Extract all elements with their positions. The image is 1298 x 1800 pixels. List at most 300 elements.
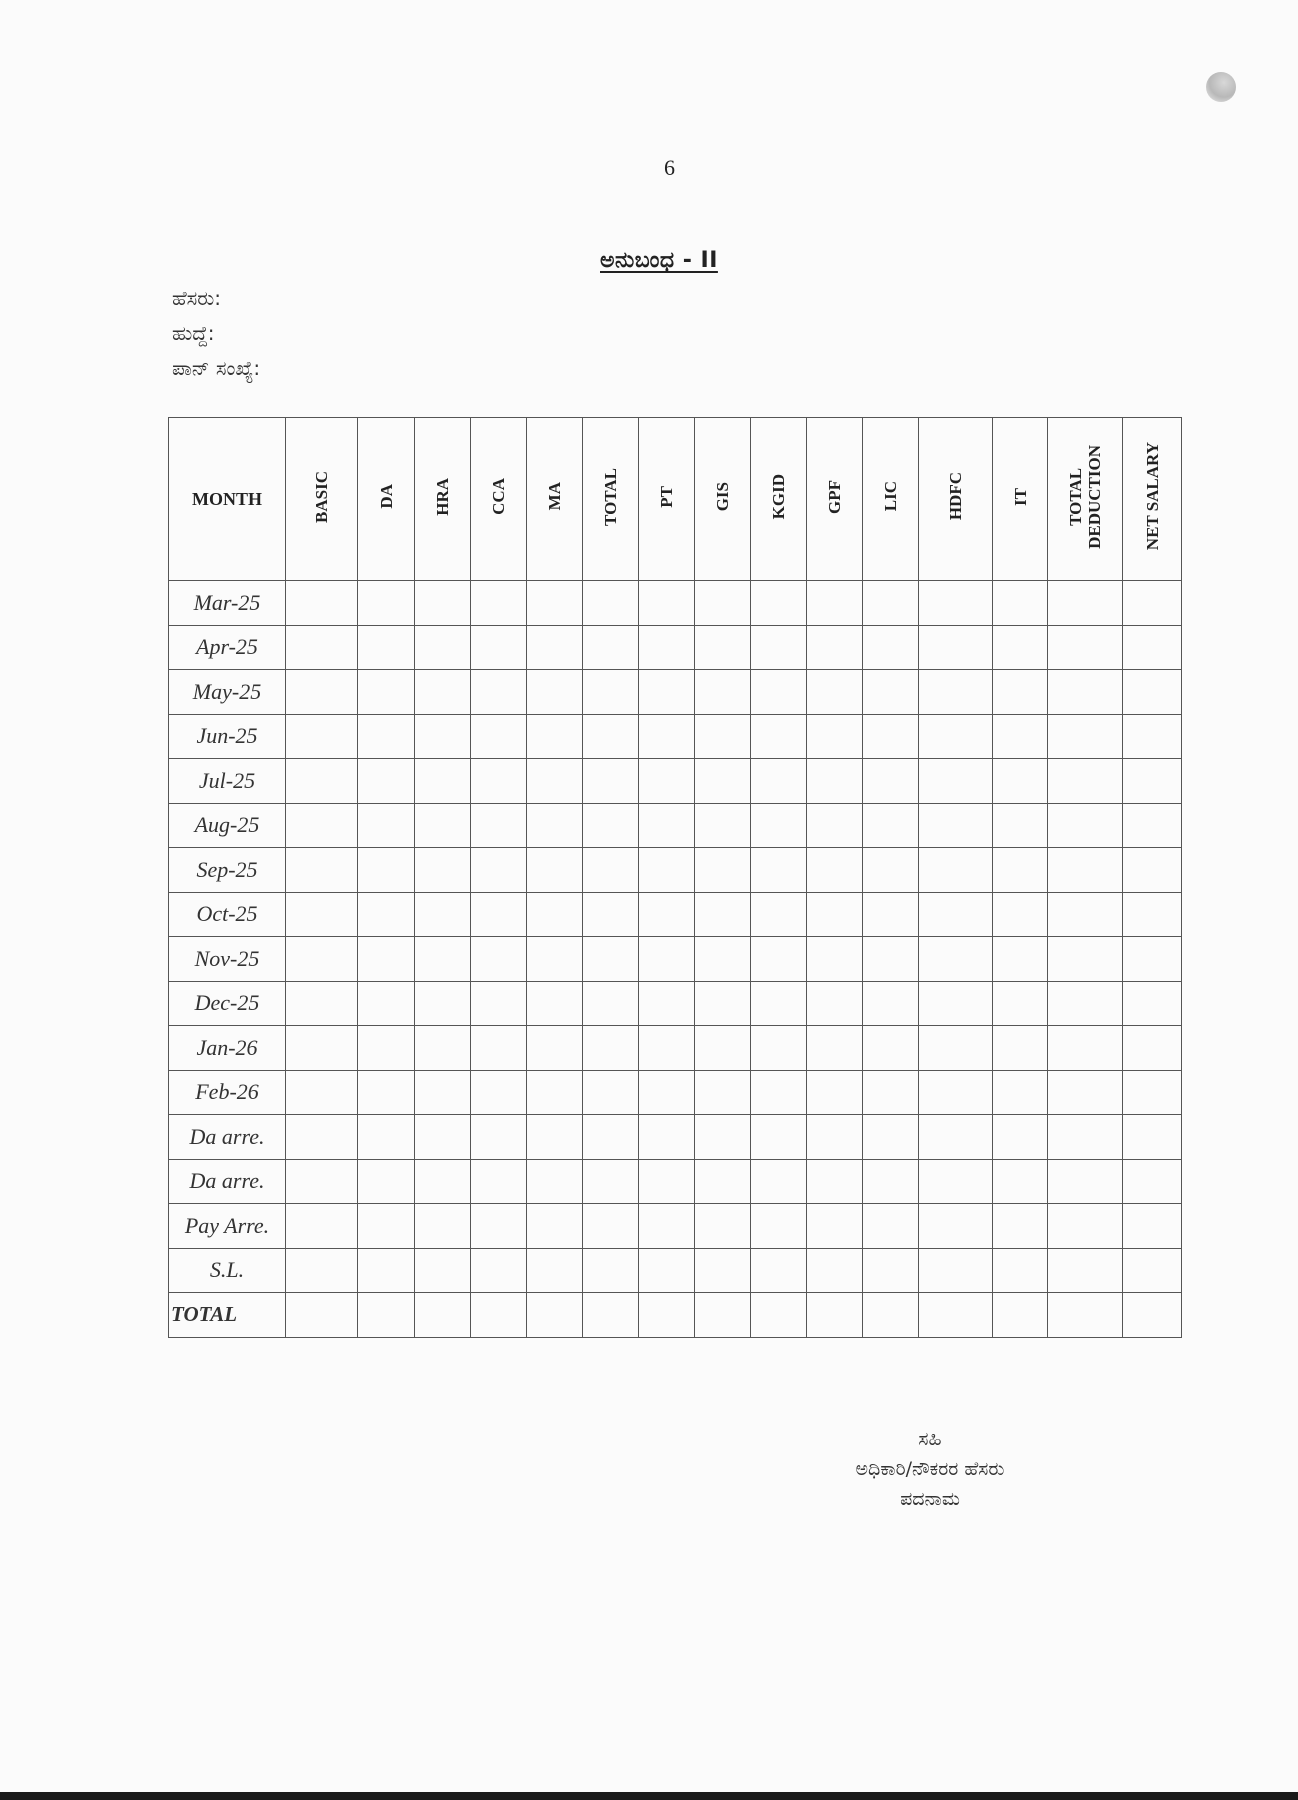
empty-entry-cell[interactable] bbox=[993, 848, 1048, 893]
empty-entry-cell[interactable] bbox=[471, 803, 527, 848]
table-row bbox=[169, 670, 1182, 715]
empty-entry-cell[interactable] bbox=[919, 759, 993, 804]
empty-entry-cell[interactable] bbox=[993, 1070, 1048, 1115]
empty-entry-cell[interactable] bbox=[993, 1159, 1048, 1204]
empty-entry-cell[interactable] bbox=[358, 803, 415, 848]
empty-entry-cell[interactable] bbox=[527, 625, 583, 670]
table-row bbox=[169, 759, 1182, 804]
month-cell: Sep-25 bbox=[169, 848, 286, 893]
empty-entry-cell[interactable] bbox=[1048, 1293, 1123, 1338]
column-header-label: NET SALARY bbox=[1142, 442, 1162, 551]
empty-entry-cell[interactable] bbox=[583, 625, 639, 670]
empty-entry-cell[interactable] bbox=[807, 1293, 863, 1338]
empty-entry-cell[interactable] bbox=[751, 937, 807, 982]
empty-entry-cell[interactable] bbox=[415, 1070, 471, 1115]
empty-entry-cell[interactable] bbox=[415, 1204, 471, 1249]
empty-entry-cell[interactable] bbox=[639, 1026, 695, 1071]
empty-entry-cell[interactable] bbox=[751, 714, 807, 759]
empty-entry-cell[interactable] bbox=[807, 1204, 863, 1249]
empty-entry-cell[interactable] bbox=[527, 937, 583, 982]
empty-entry-cell[interactable] bbox=[751, 1248, 807, 1293]
empty-entry-cell[interactable] bbox=[639, 1115, 695, 1160]
empty-entry-cell[interactable] bbox=[286, 803, 358, 848]
empty-entry-cell[interactable] bbox=[919, 714, 993, 759]
table-row bbox=[169, 803, 1182, 848]
empty-entry-cell[interactable] bbox=[993, 937, 1048, 982]
empty-entry-cell[interactable] bbox=[471, 670, 527, 715]
empty-entry-cell[interactable] bbox=[751, 803, 807, 848]
empty-entry-cell[interactable] bbox=[993, 714, 1048, 759]
empty-entry-cell[interactable] bbox=[639, 1204, 695, 1249]
empty-entry-cell[interactable] bbox=[583, 803, 639, 848]
empty-entry-cell[interactable] bbox=[1123, 1248, 1182, 1293]
empty-entry-cell[interactable] bbox=[527, 1070, 583, 1115]
empty-entry-cell[interactable] bbox=[1048, 981, 1123, 1026]
empty-entry-cell[interactable] bbox=[286, 892, 358, 937]
empty-entry-cell[interactable] bbox=[358, 1293, 415, 1338]
empty-entry-cell[interactable] bbox=[583, 1204, 639, 1249]
empty-entry-cell[interactable] bbox=[286, 581, 358, 626]
column-header bbox=[919, 418, 993, 581]
empty-entry-cell[interactable] bbox=[863, 803, 919, 848]
empty-entry-cell[interactable] bbox=[415, 625, 471, 670]
table-row bbox=[169, 1204, 1182, 1249]
empty-entry-cell[interactable] bbox=[358, 1159, 415, 1204]
empty-entry-cell[interactable] bbox=[919, 1115, 993, 1160]
empty-entry-cell[interactable] bbox=[993, 981, 1048, 1026]
empty-entry-cell[interactable] bbox=[695, 759, 751, 804]
empty-entry-cell[interactable] bbox=[1123, 981, 1182, 1026]
empty-entry-cell[interactable] bbox=[751, 1293, 807, 1338]
empty-entry-cell[interactable] bbox=[807, 670, 863, 715]
month-column-header: MONTH bbox=[169, 418, 286, 581]
empty-entry-cell[interactable] bbox=[863, 892, 919, 937]
empty-entry-cell[interactable] bbox=[471, 1204, 527, 1249]
empty-entry-cell[interactable] bbox=[807, 625, 863, 670]
empty-entry-cell[interactable] bbox=[919, 670, 993, 715]
empty-entry-cell[interactable] bbox=[751, 1070, 807, 1115]
empty-entry-cell[interactable] bbox=[1048, 1115, 1123, 1160]
empty-entry-cell[interactable] bbox=[1048, 1204, 1123, 1249]
empty-entry-cell[interactable] bbox=[286, 1293, 358, 1338]
empty-entry-cell[interactable] bbox=[863, 1115, 919, 1160]
empty-entry-cell[interactable] bbox=[358, 892, 415, 937]
empty-entry-cell[interactable] bbox=[471, 848, 527, 893]
empty-entry-cell[interactable] bbox=[415, 581, 471, 626]
empty-entry-cell[interactable] bbox=[527, 714, 583, 759]
empty-entry-cell[interactable] bbox=[583, 1159, 639, 1204]
empty-entry-cell[interactable] bbox=[639, 1293, 695, 1338]
empty-entry-cell[interactable] bbox=[1048, 892, 1123, 937]
empty-entry-cell[interactable] bbox=[863, 1293, 919, 1338]
empty-entry-cell[interactable] bbox=[751, 1204, 807, 1249]
empty-entry-cell[interactable] bbox=[1048, 848, 1123, 893]
empty-entry-cell[interactable] bbox=[863, 625, 919, 670]
empty-entry-cell[interactable] bbox=[527, 848, 583, 893]
empty-entry-cell[interactable] bbox=[358, 581, 415, 626]
month-cell: Mar-25 bbox=[169, 581, 286, 626]
empty-entry-cell[interactable] bbox=[286, 937, 358, 982]
column-header-label: MA bbox=[545, 482, 564, 511]
empty-entry-cell[interactable] bbox=[286, 670, 358, 715]
empty-entry-cell[interactable] bbox=[583, 670, 639, 715]
empty-entry-cell[interactable] bbox=[1048, 759, 1123, 804]
empty-entry-cell[interactable] bbox=[863, 670, 919, 715]
empty-entry-cell[interactable] bbox=[471, 625, 527, 670]
empty-entry-cell[interactable] bbox=[358, 848, 415, 893]
empty-entry-cell[interactable] bbox=[639, 759, 695, 804]
empty-entry-cell[interactable] bbox=[919, 937, 993, 982]
column-header bbox=[415, 418, 471, 581]
empty-entry-cell[interactable] bbox=[415, 803, 471, 848]
salary-table bbox=[168, 417, 1182, 1338]
empty-entry-cell[interactable] bbox=[583, 1115, 639, 1160]
empty-entry-cell[interactable] bbox=[471, 581, 527, 626]
empty-entry-cell[interactable] bbox=[695, 937, 751, 982]
empty-entry-cell[interactable] bbox=[863, 759, 919, 804]
empty-entry-cell[interactable] bbox=[919, 892, 993, 937]
empty-entry-cell[interactable] bbox=[639, 848, 695, 893]
empty-entry-cell[interactable] bbox=[919, 1204, 993, 1249]
empty-entry-cell[interactable] bbox=[993, 1293, 1048, 1338]
table-row bbox=[169, 1026, 1182, 1071]
empty-entry-cell[interactable] bbox=[286, 1115, 358, 1160]
empty-entry-cell[interactable] bbox=[583, 1248, 639, 1293]
empty-entry-cell[interactable] bbox=[527, 803, 583, 848]
empty-entry-cell[interactable] bbox=[1123, 848, 1182, 893]
column-header bbox=[807, 418, 863, 581]
empty-entry-cell[interactable] bbox=[751, 581, 807, 626]
post-field-label: ಹುದ್ದೆ: bbox=[172, 321, 215, 345]
empty-entry-cell[interactable] bbox=[1123, 1070, 1182, 1115]
empty-entry-cell[interactable] bbox=[863, 1204, 919, 1249]
empty-entry-cell[interactable] bbox=[695, 1159, 751, 1204]
empty-entry-cell[interactable] bbox=[1123, 581, 1182, 626]
empty-entry-cell[interactable] bbox=[527, 1248, 583, 1293]
empty-entry-cell[interactable] bbox=[1048, 1159, 1123, 1204]
empty-entry-cell[interactable] bbox=[286, 981, 358, 1026]
empty-entry-cell[interactable] bbox=[1123, 670, 1182, 715]
empty-entry-cell[interactable] bbox=[527, 1115, 583, 1160]
empty-entry-cell[interactable] bbox=[639, 670, 695, 715]
empty-entry-cell[interactable] bbox=[695, 1204, 751, 1249]
empty-entry-cell[interactable] bbox=[695, 1070, 751, 1115]
column-header bbox=[1123, 418, 1182, 581]
table-row bbox=[169, 892, 1182, 937]
empty-entry-cell[interactable] bbox=[919, 1159, 993, 1204]
empty-entry-cell[interactable] bbox=[695, 892, 751, 937]
empty-entry-cell[interactable] bbox=[527, 1026, 583, 1071]
empty-entry-cell[interactable] bbox=[415, 1293, 471, 1338]
empty-entry-cell[interactable] bbox=[807, 759, 863, 804]
empty-entry-cell[interactable] bbox=[1123, 759, 1182, 804]
table-row bbox=[169, 581, 1182, 626]
empty-entry-cell[interactable] bbox=[993, 1115, 1048, 1160]
empty-entry-cell[interactable] bbox=[527, 892, 583, 937]
empty-entry-cell[interactable] bbox=[639, 937, 695, 982]
empty-entry-cell[interactable] bbox=[993, 1248, 1048, 1293]
empty-entry-cell[interactable] bbox=[751, 981, 807, 1026]
empty-entry-cell[interactable] bbox=[695, 625, 751, 670]
table-row bbox=[169, 1248, 1182, 1293]
month-cell: Oct-25 bbox=[169, 892, 286, 937]
empty-entry-cell[interactable] bbox=[358, 1248, 415, 1293]
empty-entry-cell[interactable] bbox=[695, 1248, 751, 1293]
empty-entry-cell[interactable] bbox=[695, 670, 751, 715]
empty-entry-cell[interactable] bbox=[1123, 1026, 1182, 1071]
empty-entry-cell[interactable] bbox=[993, 1204, 1048, 1249]
empty-entry-cell[interactable] bbox=[471, 759, 527, 804]
empty-entry-cell[interactable] bbox=[286, 1248, 358, 1293]
empty-entry-cell[interactable] bbox=[358, 714, 415, 759]
empty-entry-cell[interactable] bbox=[358, 759, 415, 804]
empty-entry-cell[interactable] bbox=[751, 1115, 807, 1160]
empty-entry-cell[interactable] bbox=[1048, 714, 1123, 759]
empty-entry-cell[interactable] bbox=[695, 1293, 751, 1338]
empty-entry-cell[interactable] bbox=[695, 981, 751, 1026]
empty-entry-cell[interactable] bbox=[807, 937, 863, 982]
empty-entry-cell[interactable] bbox=[583, 759, 639, 804]
empty-entry-cell[interactable] bbox=[695, 1115, 751, 1160]
empty-entry-cell[interactable] bbox=[639, 581, 695, 626]
empty-entry-cell[interactable] bbox=[583, 1293, 639, 1338]
empty-entry-cell[interactable] bbox=[695, 803, 751, 848]
empty-entry-cell[interactable] bbox=[415, 1248, 471, 1293]
empty-entry-cell[interactable] bbox=[993, 625, 1048, 670]
empty-entry-cell[interactable] bbox=[919, 1070, 993, 1115]
empty-entry-cell[interactable] bbox=[1048, 670, 1123, 715]
column-header bbox=[1048, 418, 1123, 581]
empty-entry-cell[interactable] bbox=[583, 714, 639, 759]
empty-entry-cell[interactable] bbox=[358, 625, 415, 670]
column-header bbox=[695, 418, 751, 581]
empty-entry-cell[interactable] bbox=[919, 1026, 993, 1071]
empty-entry-cell[interactable] bbox=[919, 981, 993, 1026]
empty-entry-cell[interactable] bbox=[751, 1026, 807, 1071]
empty-entry-cell[interactable] bbox=[527, 581, 583, 626]
empty-entry-cell[interactable] bbox=[471, 981, 527, 1026]
empty-entry-cell[interactable] bbox=[415, 1115, 471, 1160]
empty-entry-cell[interactable] bbox=[583, 981, 639, 1026]
pan-field-label: ಪಾನ್ ಸಂಖ್ಯೆ: bbox=[172, 356, 261, 380]
signature-label: ಸಹಿ bbox=[918, 1428, 942, 1450]
empty-entry-cell[interactable] bbox=[919, 848, 993, 893]
empty-entry-cell[interactable] bbox=[415, 714, 471, 759]
empty-entry-cell[interactable] bbox=[415, 937, 471, 982]
empty-entry-cell[interactable] bbox=[807, 1248, 863, 1293]
empty-entry-cell[interactable] bbox=[807, 892, 863, 937]
empty-entry-cell[interactable] bbox=[358, 1026, 415, 1071]
month-cell: Feb-26 bbox=[169, 1070, 286, 1115]
empty-entry-cell[interactable] bbox=[1123, 1115, 1182, 1160]
name-field-label: ಹೆಸರು: bbox=[172, 286, 221, 310]
column-header bbox=[751, 418, 807, 581]
empty-entry-cell[interactable] bbox=[639, 625, 695, 670]
empty-entry-cell[interactable] bbox=[807, 981, 863, 1026]
empty-entry-cell[interactable] bbox=[286, 1070, 358, 1115]
total-row bbox=[169, 1293, 1182, 1338]
empty-entry-cell[interactable] bbox=[1048, 803, 1123, 848]
empty-entry-cell[interactable] bbox=[751, 625, 807, 670]
empty-entry-cell[interactable] bbox=[863, 714, 919, 759]
empty-entry-cell[interactable] bbox=[1123, 1159, 1182, 1204]
column-header-label: HDFC bbox=[946, 472, 965, 521]
empty-entry-cell[interactable] bbox=[639, 1248, 695, 1293]
empty-entry-cell[interactable] bbox=[415, 848, 471, 893]
empty-entry-cell[interactable] bbox=[286, 848, 358, 893]
empty-entry-cell[interactable] bbox=[471, 1159, 527, 1204]
empty-entry-cell[interactable] bbox=[286, 1159, 358, 1204]
empty-entry-cell[interactable] bbox=[863, 581, 919, 626]
column-header-label: TOTAL DEDUCTION bbox=[1066, 444, 1104, 549]
empty-entry-cell[interactable] bbox=[863, 1159, 919, 1204]
table-row bbox=[169, 1115, 1182, 1160]
empty-entry-cell[interactable] bbox=[1048, 1026, 1123, 1071]
month-cell: Jul-25 bbox=[169, 759, 286, 804]
month-cell: Dec-25 bbox=[169, 981, 286, 1026]
empty-entry-cell[interactable] bbox=[863, 1070, 919, 1115]
empty-entry-cell[interactable] bbox=[471, 1026, 527, 1071]
empty-entry-cell[interactable] bbox=[695, 714, 751, 759]
empty-entry-cell[interactable] bbox=[863, 848, 919, 893]
empty-entry-cell[interactable] bbox=[751, 759, 807, 804]
empty-entry-cell[interactable] bbox=[583, 1070, 639, 1115]
empty-entry-cell[interactable] bbox=[527, 759, 583, 804]
empty-entry-cell[interactable] bbox=[1123, 625, 1182, 670]
empty-entry-cell[interactable] bbox=[527, 1293, 583, 1338]
empty-entry-cell[interactable] bbox=[919, 1248, 993, 1293]
empty-entry-cell[interactable] bbox=[993, 803, 1048, 848]
empty-entry-cell[interactable] bbox=[286, 1204, 358, 1249]
empty-entry-cell[interactable] bbox=[1048, 937, 1123, 982]
empty-entry-cell[interactable] bbox=[471, 1293, 527, 1338]
empty-entry-cell[interactable] bbox=[583, 892, 639, 937]
column-header-label: KGID bbox=[769, 473, 788, 520]
empty-entry-cell[interactable] bbox=[1123, 803, 1182, 848]
empty-entry-cell[interactable] bbox=[807, 848, 863, 893]
empty-entry-cell[interactable] bbox=[358, 937, 415, 982]
empty-entry-cell[interactable] bbox=[1123, 1204, 1182, 1249]
empty-entry-cell[interactable] bbox=[1123, 937, 1182, 982]
empty-entry-cell[interactable] bbox=[415, 1026, 471, 1071]
empty-entry-cell[interactable] bbox=[863, 937, 919, 982]
designation-label: ಪದನಾಮ bbox=[900, 1488, 960, 1510]
empty-entry-cell[interactable] bbox=[695, 1026, 751, 1071]
column-header bbox=[863, 418, 919, 581]
empty-entry-cell[interactable] bbox=[807, 1026, 863, 1071]
empty-entry-cell[interactable] bbox=[807, 1115, 863, 1160]
empty-entry-cell[interactable] bbox=[583, 848, 639, 893]
column-header bbox=[527, 418, 583, 581]
empty-entry-cell[interactable] bbox=[993, 892, 1048, 937]
empty-entry-cell[interactable] bbox=[286, 1026, 358, 1071]
empty-entry-cell[interactable] bbox=[471, 1070, 527, 1115]
empty-entry-cell[interactable] bbox=[527, 1159, 583, 1204]
empty-entry-cell[interactable] bbox=[993, 581, 1048, 626]
empty-entry-cell[interactable] bbox=[358, 981, 415, 1026]
empty-entry-cell[interactable] bbox=[527, 981, 583, 1026]
empty-entry-cell[interactable] bbox=[751, 1159, 807, 1204]
empty-entry-cell[interactable] bbox=[415, 981, 471, 1026]
table-row bbox=[169, 981, 1182, 1026]
empty-entry-cell[interactable] bbox=[807, 1159, 863, 1204]
empty-entry-cell[interactable] bbox=[415, 670, 471, 715]
empty-entry-cell[interactable] bbox=[807, 1070, 863, 1115]
column-header bbox=[583, 418, 639, 581]
empty-entry-cell[interactable] bbox=[863, 1248, 919, 1293]
empty-entry-cell[interactable] bbox=[415, 759, 471, 804]
empty-entry-cell[interactable] bbox=[358, 1115, 415, 1160]
empty-entry-cell[interactable] bbox=[863, 981, 919, 1026]
empty-entry-cell[interactable] bbox=[286, 714, 358, 759]
empty-entry-cell[interactable] bbox=[639, 981, 695, 1026]
empty-entry-cell[interactable] bbox=[639, 1159, 695, 1204]
column-header-label: TOTAL bbox=[601, 467, 620, 526]
empty-entry-cell[interactable] bbox=[751, 670, 807, 715]
empty-entry-cell[interactable] bbox=[1048, 1248, 1123, 1293]
empty-entry-cell[interactable] bbox=[286, 625, 358, 670]
empty-entry-cell[interactable] bbox=[807, 714, 863, 759]
empty-entry-cell[interactable] bbox=[527, 1204, 583, 1249]
empty-entry-cell[interactable] bbox=[993, 1026, 1048, 1071]
month-cell: Apr-25 bbox=[169, 625, 286, 670]
empty-entry-cell[interactable] bbox=[919, 581, 993, 626]
empty-entry-cell[interactable] bbox=[471, 1248, 527, 1293]
empty-entry-cell[interactable] bbox=[358, 670, 415, 715]
empty-entry-cell[interactable] bbox=[639, 714, 695, 759]
empty-entry-cell[interactable] bbox=[583, 1026, 639, 1071]
empty-entry-cell[interactable] bbox=[639, 1070, 695, 1115]
empty-entry-cell[interactable] bbox=[639, 892, 695, 937]
empty-entry-cell[interactable] bbox=[583, 937, 639, 982]
empty-entry-cell[interactable] bbox=[1123, 892, 1182, 937]
empty-entry-cell[interactable] bbox=[471, 892, 527, 937]
empty-entry-cell[interactable] bbox=[415, 892, 471, 937]
empty-entry-cell[interactable] bbox=[358, 1070, 415, 1115]
empty-entry-cell[interactable] bbox=[695, 581, 751, 626]
month-cell: S.L. bbox=[169, 1248, 286, 1293]
empty-entry-cell[interactable] bbox=[1123, 1293, 1182, 1338]
column-header-label: BASIC bbox=[312, 470, 331, 523]
empty-entry-cell[interactable] bbox=[919, 1293, 993, 1338]
empty-entry-cell[interactable] bbox=[527, 670, 583, 715]
empty-entry-cell[interactable] bbox=[919, 803, 993, 848]
empty-entry-cell[interactable] bbox=[807, 803, 863, 848]
empty-entry-cell[interactable] bbox=[471, 714, 527, 759]
empty-entry-cell[interactable] bbox=[1048, 581, 1123, 626]
empty-entry-cell[interactable] bbox=[415, 1159, 471, 1204]
empty-entry-cell[interactable] bbox=[358, 1204, 415, 1249]
empty-entry-cell[interactable] bbox=[695, 848, 751, 893]
empty-entry-cell[interactable] bbox=[286, 759, 358, 804]
empty-entry-cell[interactable] bbox=[751, 848, 807, 893]
empty-entry-cell[interactable] bbox=[639, 803, 695, 848]
empty-entry-cell[interactable] bbox=[919, 625, 993, 670]
empty-entry-cell[interactable] bbox=[751, 892, 807, 937]
table-header-row bbox=[169, 418, 1182, 581]
empty-entry-cell[interactable] bbox=[1048, 625, 1123, 670]
empty-entry-cell[interactable] bbox=[1048, 1070, 1123, 1115]
empty-entry-cell[interactable] bbox=[993, 759, 1048, 804]
empty-entry-cell[interactable] bbox=[583, 581, 639, 626]
empty-entry-cell[interactable] bbox=[471, 1115, 527, 1160]
empty-entry-cell[interactable] bbox=[471, 937, 527, 982]
column-header bbox=[358, 418, 415, 581]
empty-entry-cell[interactable] bbox=[1123, 714, 1182, 759]
empty-entry-cell[interactable] bbox=[863, 1026, 919, 1071]
empty-entry-cell[interactable] bbox=[993, 670, 1048, 715]
empty-entry-cell[interactable] bbox=[807, 581, 863, 626]
